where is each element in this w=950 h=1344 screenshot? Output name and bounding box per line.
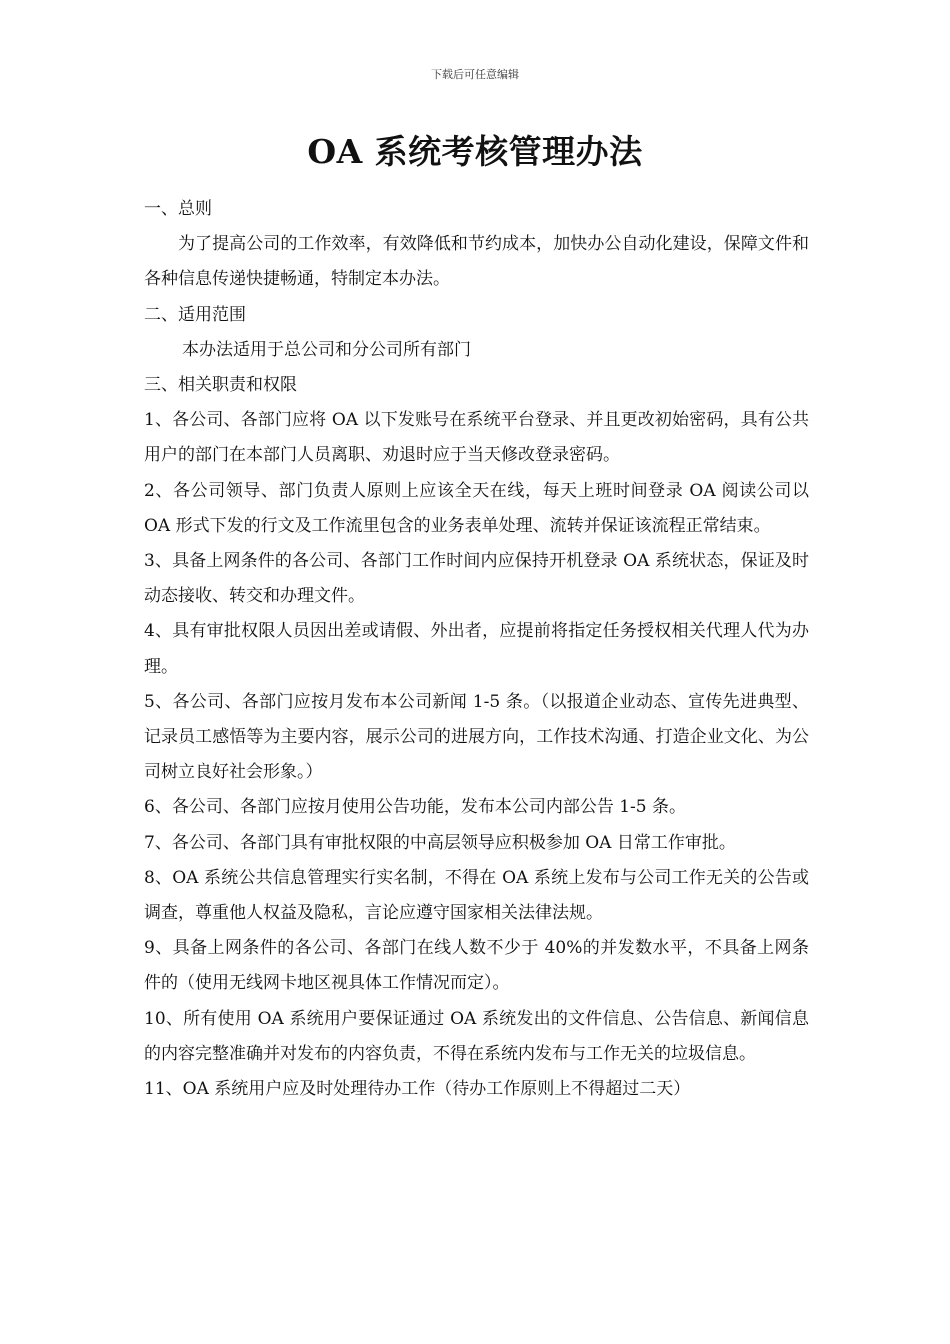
document-body <box>144 192 809 1107</box>
list-item: 5、各公司、各部门应按月发布本公司新闻 1-5 条。（以报道企业动态、宣传先进典型、记录员工感悟等为主要内容，展示公司的进展方向，工作技术沟通、打造企业文化、为公司树立良好社会形象。） <box>144 691 809 783</box>
section-heading-scope: 二、适用范围 <box>144 304 246 325</box>
list-item: 1、各公司、各部门应将 OA 以下发账号在系统平台登录、并且更改初始密码，具有公共用户的部门在本部门人员离职、劝退时应于当天修改登录密码。 <box>144 410 809 466</box>
list-item: 9、具备上网条件的各公司、各部门在线人数不少于 40%的并发数水平，不具备上网条件的（使用无线网卡地区视具体工作情况而定）。 <box>144 938 809 994</box>
list-item: 3、具备上网条件的各公司、各部门工作时间内应保持开机登录 OA 系统状态，保证及时动态接收、转交和办理文件。 <box>144 551 809 607</box>
list-item: 8、OA 系统公共信息管理实行实名制，不得在 OA 系统上发布与公司工作无关的公告或调查，尊重他人权益及隐私，言论应遵守国家相关法律法规。 <box>144 867 809 924</box>
list-item: 7、各公司、各部门具有审批权限的中高层领导应积极参加 OA 日常工作审批。 <box>144 832 736 853</box>
scope-paragraph: 本办法适用于总公司和分公司所有部门 <box>182 339 471 360</box>
section-heading-general: 一、总则 <box>144 199 212 219</box>
list-item: 6、各公司、各部门应按月使用公告功能，发布本公司内部公告 1-5 条。 <box>144 797 686 818</box>
list-item: 2、各公司领导、部门负责人原则上应该全天在线，每天上班时间登录 OA 阅读公司以 OA 形式下发的行文及工作流里包含的业务表单处理、流转并保证该流程正常结束。 <box>144 480 809 536</box>
general-paragraph: 为了提高公司的工作效率，有效降低和节约成本，加快办公自动化建设，保障文件和各种信息传递快捷畅通，特制定本办法。 <box>144 234 809 290</box>
document-title: OA 系统考核管理办法 <box>307 132 643 171</box>
list-item: 4、具有审批权限人员因出差或请假、外出者，应提前将指定任务授权相关代理人代为办理。 <box>144 621 809 677</box>
section-heading-duties: 三、相关职责和权限 <box>144 375 297 396</box>
header-note: 下载后可任意编辑 <box>431 68 519 81</box>
list-item: 11、OA 系统用户应及时处理待办工作（待办工作原则上不得超过二天） <box>144 1079 691 1100</box>
list-item: 10、所有使用 OA 系统用户要保证通过 OA 系统发出的文件信息、公告信息、新闻信息的内容完整准确并对发布的内容负责，不得在系统内发布与工作无关的垃圾信息。 <box>144 1008 809 1064</box>
